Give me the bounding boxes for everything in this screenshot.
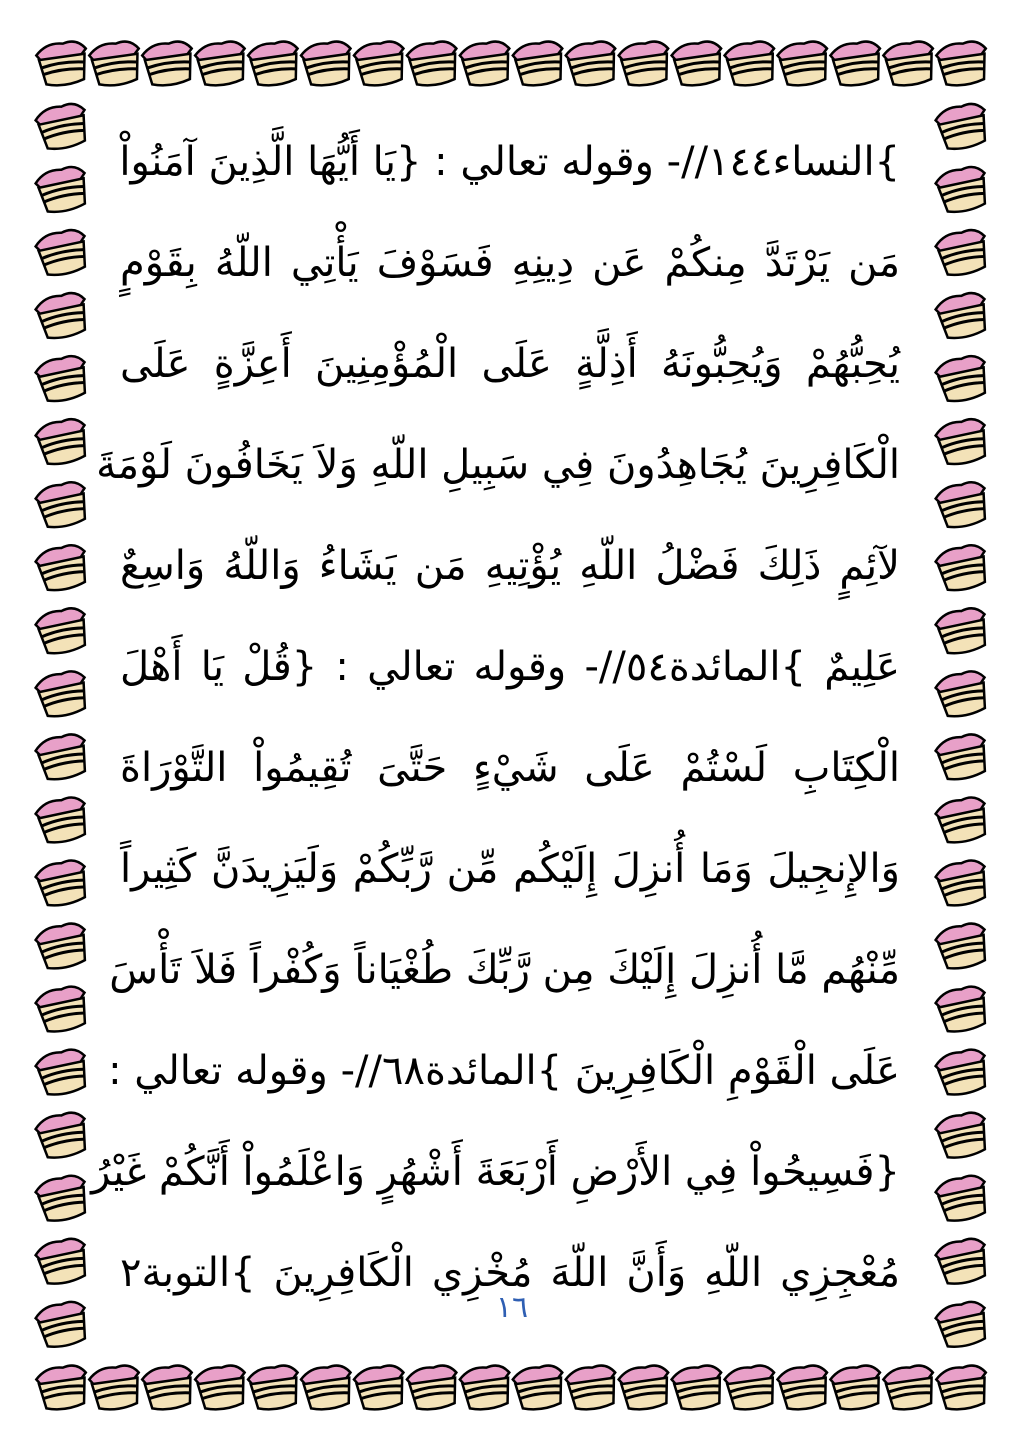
cake-slice-icon [34,227,92,278]
cake-slice-icon [934,795,992,846]
cake-slice-icon [34,921,92,972]
cake-slice-icon [34,101,92,152]
cake-slice-icon [406,1364,461,1413]
cake-slice-icon [934,921,992,972]
cake-slice-icon [934,479,992,530]
cake-slice-icon [670,1364,725,1413]
cake-slice-icon [34,984,92,1035]
cake-slice-icon [34,542,92,593]
cake-slice-icon [34,1110,92,1161]
cake-slice-icon [141,1364,196,1413]
cake-slice-icon [934,1047,992,1098]
text-line-3: يُحِبُّهُمْ وَيُحِبُّونَهُ أَذِلَّةٍ عَلَى الْمُؤْمِنِينَ أَعِزَّةٍ عَلَى [120,341,900,387]
cake-slice-icon [300,40,355,89]
text-line-6: عَلِيمٌ }المائدة٥٤//- وقوله تعالي : {قُلْ يَا أَهْلَ [120,644,900,690]
cake-slice-icon [34,479,92,530]
cake-slice-icon [34,416,92,467]
cake-slice-icon [35,40,90,89]
cake-slice-icon [617,1364,672,1413]
cake-slice-icon [934,164,992,215]
text-line-12: مُعْجِزِي اللّهِ وَأَنَّ اللّهَ مُخْزِي الْكَافِرِينَ }التوبة٢ [120,1250,900,1296]
cake-slice-icon [934,1173,992,1224]
cake-slice-icon [512,40,567,89]
cake-slice-icon [300,1364,355,1413]
cake-slice-icon [34,1173,92,1224]
cake-slice-icon [934,732,992,783]
cake-slice-icon [459,40,514,89]
cake-slice-icon [353,40,408,89]
cake-slice-icon [34,353,92,404]
cake-slice-icon [934,353,992,404]
cake-slice-icon [141,40,196,89]
cake-slice-icon [34,1299,92,1350]
cake-slice-icon [34,606,92,657]
cake-slice-icon [829,1364,884,1413]
cake-slice-icon [829,40,884,89]
cake-slice-icon [882,1364,937,1413]
cake-slice-icon [34,290,92,341]
cake-slice-icon [935,1364,990,1413]
text-line-7: الْكِتَابِ لَسْتُمْ عَلَى شَيْءٍ حَتَّىَ تُقِيمُواْ التَّوْرَاةَ [120,745,900,791]
cake-slice-icon [34,795,92,846]
cake-slice-icon [934,606,992,657]
text-line-5: لآئِمٍ ذَلِكَ فَضْلُ اللّهِ يُؤْتِيهِ مَن يَشَاءُ وَاللّهُ وَاسِعٌ [120,543,900,589]
cake-slice-icon [882,40,937,89]
cake-slice-icon [776,40,831,89]
text-line-1: }النساء١٤٤//- وقوله تعالي : {يَا أَيُّهَا الَّذِينَ آمَنُواْ [119,139,900,185]
cake-slice-icon [459,1364,514,1413]
cake-slice-icon [934,858,992,909]
cake-slice-icon [617,40,672,89]
cake-slice-icon [247,1364,302,1413]
cake-slice-icon [934,1110,992,1161]
text-line-8: وَالإِنجِيلَ وَمَا أُنزِلَ إِلَيْكُم مِّن رَّبِّكُمْ وَلَيَزِيدَنَّ كَثِيراً [120,846,900,892]
cake-slice-icon [34,732,92,783]
cake-slice-icon [723,40,778,89]
cake-slice-icon [35,1364,90,1413]
cake-slice-icon [34,1236,92,1287]
cake-slice-icon [34,669,92,720]
body-text [91,112,900,1322]
cake-slice-icon [194,40,249,89]
cake-slice-icon [406,40,461,89]
cake-slice-icon [34,858,92,909]
cake-slice-icon [934,1299,992,1350]
cake-slice-icon [935,40,990,89]
cake-slice-icon [194,1364,249,1413]
cake-slice-icon [34,164,92,215]
cake-slice-icon [512,1364,567,1413]
cake-slice-icon [564,40,619,89]
cake-slice-icon [934,1236,992,1287]
cake-slice-icon [723,1364,778,1413]
text-line-2: مَن يَرْتَدَّ مِنكُمْ عَن دِينِهِ فَسَوْفَ يَأْتِي اللّهُ بِقَوْمٍ [120,240,900,286]
cake-slice-icon [88,40,143,89]
cake-slice-icon [934,227,992,278]
cake-slice-icon [934,542,992,593]
cake-slice-icon [564,1364,619,1413]
cake-slice-icon [776,1364,831,1413]
text-line-10: عَلَى الْقَوْمِ الْكَافِرِينَ }المائدة٦٨//- وقوله تعالي : [108,1048,900,1094]
cake-slice-icon [247,40,302,89]
text-line-9: مِّنْهُم مَّا أُنزِلَ إِلَيْكَ مِن رَّبِّكَ طُغْيَاناً وَكُفْراً فَلاَ تَأْسَ [109,947,900,993]
text-line-11: {فَسِيحُواْ فِي الأَرْضِ أَرْبَعَةَ أَشْهُرٍ وَاعْلَمُواْ أَنَّكُمْ غَيْرُ [91,1149,900,1195]
cake-slice-icon [34,1047,92,1098]
cake-slice-icon [934,101,992,152]
cake-slice-icon [934,290,992,341]
text-line-4: الْكَافِرِينَ يُجَاهِدُونَ فِي سَبِيلِ اللّهِ وَلاَ يَخَافُونَ لَوْمَةَ [96,442,900,488]
cake-slice-icon [934,669,992,720]
cake-slice-icon [670,40,725,89]
cake-slice-icon [934,416,992,467]
cake-slice-icon [88,1364,143,1413]
cake-slice-icon [934,984,992,1035]
cake-slice-icon [353,1364,408,1413]
page-number: ١٦ [495,1290,529,1325]
